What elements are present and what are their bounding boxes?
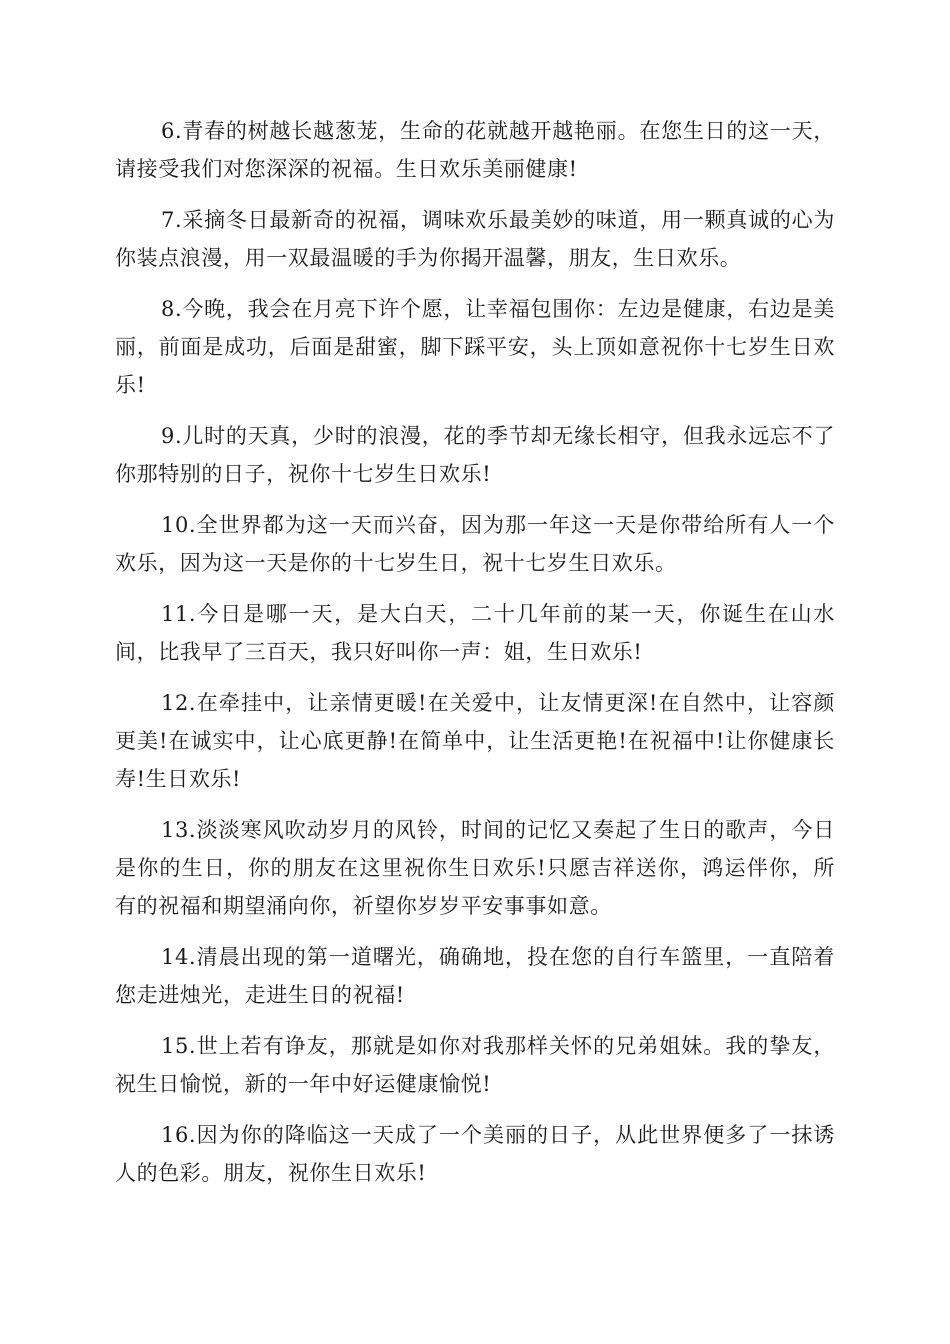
wish-paragraph-16: 16.因为你的降临这一天成了一个美丽的日子，从此世界便多了一抹诱人的色彩。朋友，祝你生日欢乐!	[115, 1123, 835, 1185]
wish-paragraph-14: 14.清晨出现的第一道曙光，确确地，投在您的自行车篮里，一直陪着您走进烛光，走进生日的祝福!	[115, 945, 835, 1007]
wish-paragraph-13: 13.淡淡寒风吹动岁月的风铃，时间的记忆又奏起了生日的歌声，今日是你的生日，你的朋友在这里祝你生日欢乐!只愿吉祥送你，鸿运伴你，所有的祝福和期望涌向你，祈望你岁岁平安事事如意。	[115, 818, 835, 918]
wish-paragraph-12: 12.在牵挂中，让亲情更暖!在关爱中，让友情更深!在自然中，让容颜更美!在诚实中，让心底更静!在简单中，让生活更艳!在祝福中!让你健康长寿!生日欢乐!	[115, 691, 835, 791]
wish-paragraph-7: 7.采摘冬日最新奇的祝福，调味欢乐最美妙的味道，用一颗真诚的心为你装点浪漫，用一双最温暖的手为你揭开温馨，朋友，生日欢乐。	[115, 208, 835, 270]
wish-paragraph-8: 8.今晚，我会在月亮下许个愿，让幸福包围你：左边是健康，右边是美丽，前面是成功，后面是甜蜜，脚下踩平安，头上顶如意祝你十七岁生日欢乐!	[115, 297, 835, 397]
document-body	[115, 112, 835, 1205]
wish-paragraph-15: 15.世上若有诤友，那就是如你对我那样关怀的兄弟姐妹。我的挚友，祝生日愉悦，新的一年中好运健康愉悦!	[115, 1034, 835, 1096]
wish-paragraph-6: 6.青春的树越长越葱茏，生命的花就越开越艳丽。在您生日的这一天，请接受我们对您深深的祝福。生日欢乐美丽健康!	[115, 119, 835, 181]
wish-paragraph-9: 9.儿时的天真，少时的浪漫，花的季节却无缘长相守，但我永远忘不了你那特别的日子，祝你十七岁生日欢乐!	[115, 424, 835, 486]
wish-paragraph-10: 10.全世界都为这一天而兴奋，因为那一年这一天是你带给所有人一个欢乐，因为这一天是你的十七岁生日，祝十七岁生日欢乐。	[115, 513, 835, 575]
wish-paragraph-11: 11.今日是哪一天，是大白天，二十几年前的某一天，你诞生在山水间，比我早了三百天，我只好叫你一声：姐，生日欢乐!	[115, 602, 835, 664]
